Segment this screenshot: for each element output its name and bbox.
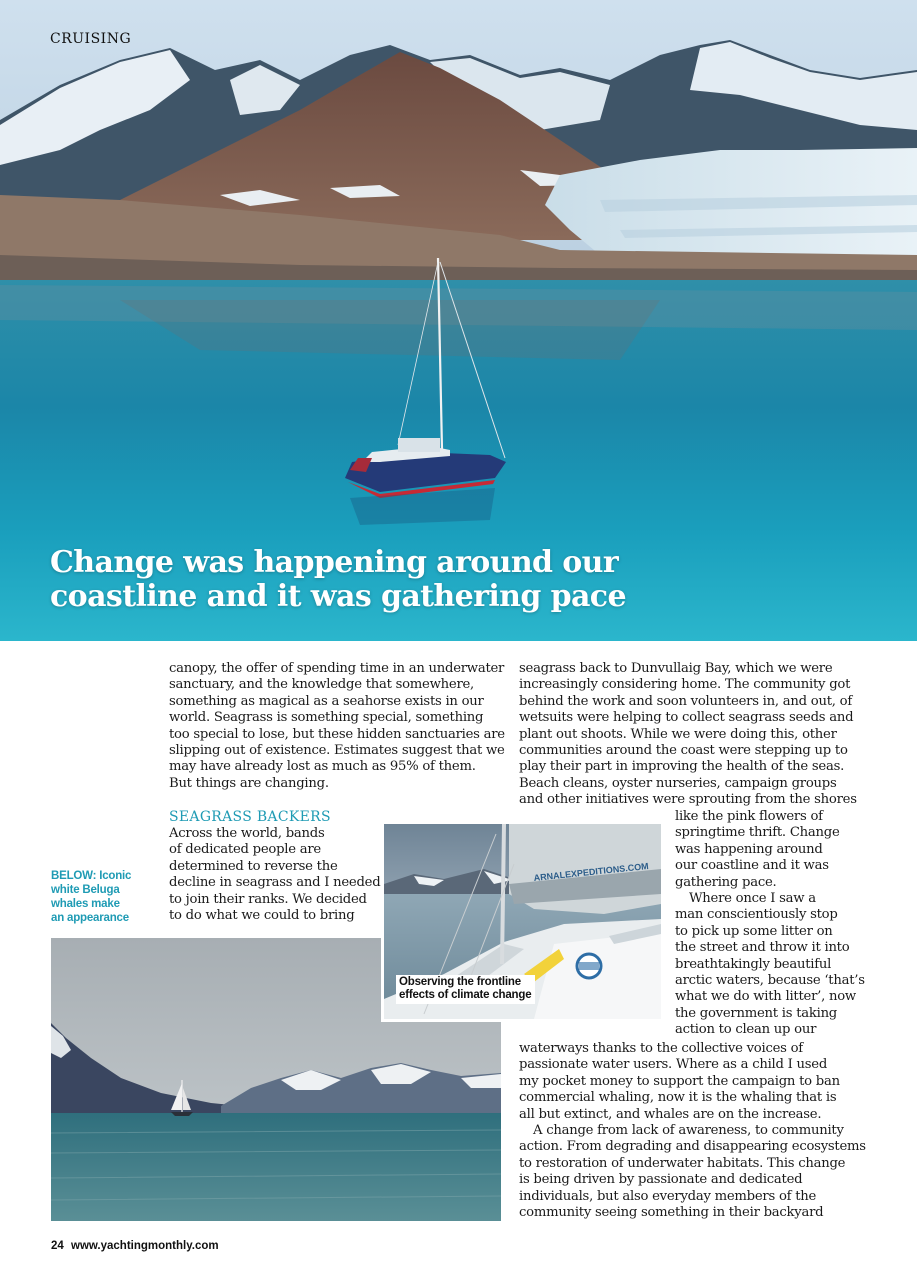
body-paragraph	[519, 1041, 866, 1221]
text-line: to join their ranks. We decided	[169, 891, 367, 907]
boat-sprayhood-text: ARNALEXPEDITIONS.COM	[533, 860, 650, 883]
text-line: the government is taking	[675, 1005, 837, 1021]
text-line: plant out shoots. While we were doing this, other	[519, 726, 837, 742]
caption-line: Observing the frontline	[399, 976, 521, 988]
body-paragraph	[169, 661, 505, 792]
text-line: But things are changing.	[169, 775, 329, 791]
text-line: to do what we could to bring	[169, 908, 355, 924]
text-line: springtime thrift. Change	[675, 825, 840, 841]
text-line: what we do with litter’, now	[675, 989, 856, 1005]
headline	[50, 545, 626, 614]
text-line: Beach cleans, oyster nurseries, campaign groups	[519, 775, 837, 791]
headline-line: Change was happening around our	[50, 545, 619, 580]
text-line: was happening around	[675, 841, 823, 857]
text-line: my pocket money to support the campaign to ban	[519, 1073, 840, 1089]
body-paragraph	[169, 826, 379, 924]
text-line: behind the work and soon volunteers in, and out, of	[519, 693, 852, 709]
text-line: man conscientiously stop	[675, 907, 838, 923]
text-line: increasingly considering home. The community got	[519, 677, 851, 693]
text-line: may have already lost as much as 95% of them.	[169, 759, 476, 775]
body-paragraph	[519, 661, 857, 809]
text-line: waterways thanks to the collective voices of	[519, 1041, 803, 1056]
text-line: gathering pace.	[675, 874, 777, 890]
text-line: slipping out of existence. Estimates suggest that we	[169, 743, 505, 759]
caption-line: an appearance	[51, 912, 129, 924]
caption-line: white Beluga	[51, 884, 120, 896]
text-line: like the pink flowers of	[675, 809, 823, 824]
text-line: wetsuits were helping to collect seagrass seeds and	[519, 710, 854, 726]
subheading: SEAGRASS BACKERS	[169, 809, 331, 825]
text-line: play their part in improving the health of the seas.	[519, 759, 845, 775]
text-line: canopy, the offer of spending time in an underwater	[169, 661, 505, 676]
text-line: commercial whaling, now it is the whaling that is	[519, 1090, 837, 1106]
text-line: breathtakingly beautiful	[675, 956, 832, 972]
text-line: the street and throw it into	[675, 940, 850, 956]
text-line: too special to lose, but these hidden sanctuaries are	[169, 726, 505, 742]
text-line: communities around the coast were stepping up to	[519, 743, 848, 759]
text-line: to restoration of underwater habitats. This change	[519, 1155, 846, 1171]
text-line: world. Seagrass is something special, something	[169, 710, 484, 726]
caption-line: whales make	[51, 898, 120, 910]
text-line: is being driven by passionate and dedicated	[519, 1172, 803, 1188]
text-line: arctic waters, because ‘that’s	[675, 973, 865, 989]
text-line: decline in seagrass and I needed	[169, 875, 381, 891]
footer-url[interactable]: www.yachtingmonthly.com	[71, 1240, 219, 1252]
body-paragraph	[675, 809, 865, 1039]
text-line: community seeing something in their backyard	[519, 1205, 824, 1221]
text-line: Where once I saw a	[689, 891, 816, 907]
text-line: A change from lack of awareness, to community	[533, 1123, 844, 1139]
page-number: 24	[51, 1240, 64, 1252]
text-line: individuals, but also everyday members of the	[519, 1188, 817, 1204]
text-line: sanctuary, and the knowledge that somewhere,	[169, 677, 474, 693]
headline-line: coastline and it was gathering pace	[50, 579, 626, 614]
text-line: passionate water users. Where as a child I used	[519, 1057, 828, 1073]
caption-line: BELOW: Iconic	[51, 870, 132, 882]
text-line: all but extinct, and whales are on the increase.	[519, 1106, 822, 1122]
text-line: action. From degrading and disappearing ecosystems	[519, 1139, 866, 1155]
text-line: action to clean up our	[675, 1022, 817, 1038]
text-line: Across the world, bands	[169, 826, 325, 841]
text-line: our coastline and it was	[675, 858, 829, 874]
text-line: and other initiatives were sprouting from the shores	[519, 792, 857, 808]
deck-photo-caption	[396, 975, 535, 1004]
beluga-caption	[51, 869, 161, 925]
text-line: of dedicated people are	[169, 842, 321, 858]
section-label: CRUISING	[50, 31, 132, 47]
text-line: something as magical as a seahorse exists in our	[169, 693, 484, 709]
text-line: to pick up some litter on	[675, 923, 833, 939]
page-footer	[51, 1240, 219, 1252]
caption-line: effects of climate change	[399, 989, 532, 1001]
text-line: seagrass back to Dunvullaig Bay, which we were	[519, 661, 833, 676]
text-line: determined to reverse the	[169, 858, 338, 874]
